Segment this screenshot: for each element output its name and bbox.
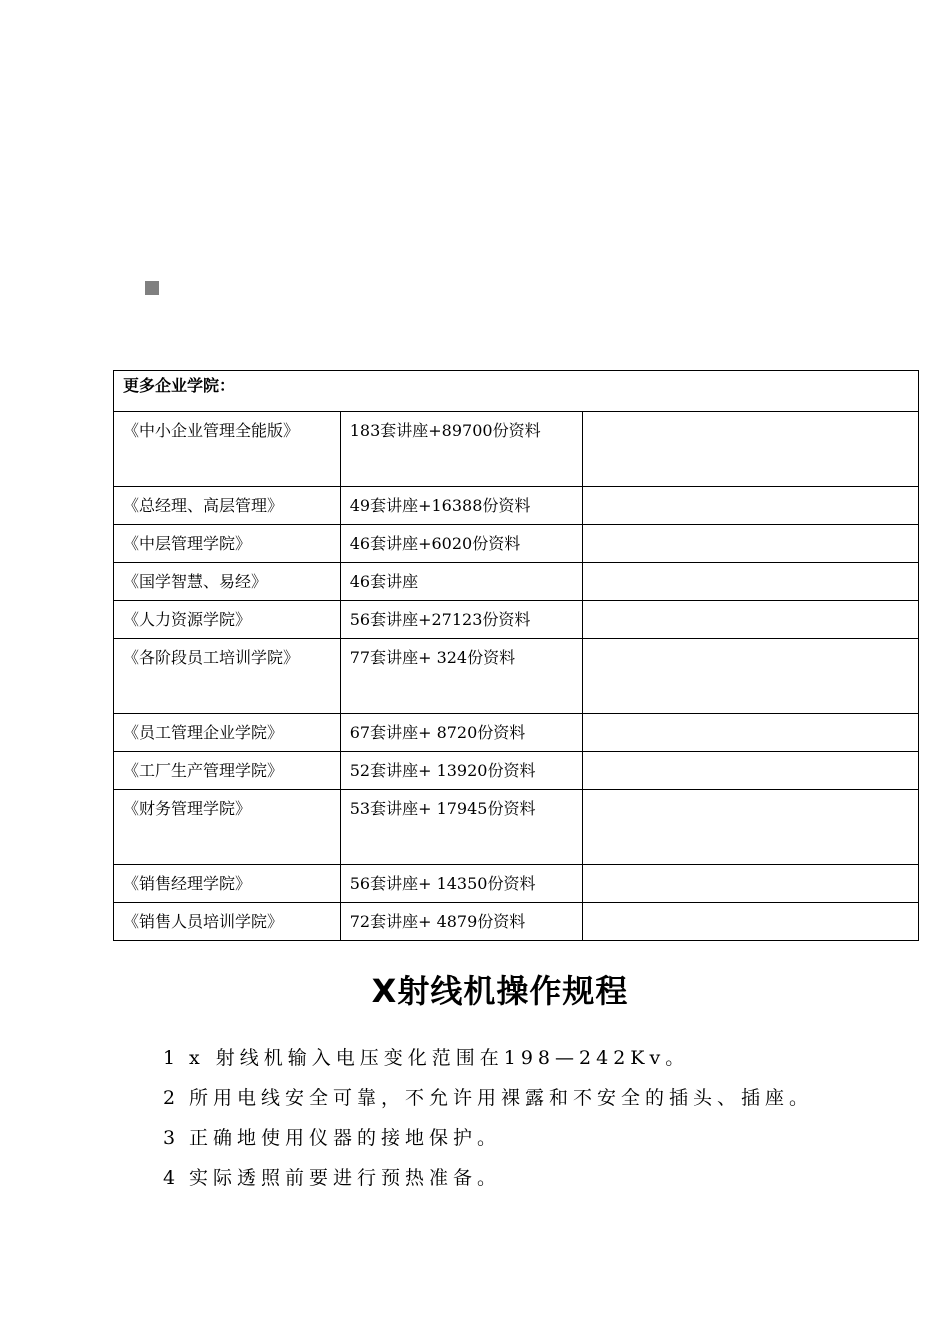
academy-name: 《中层管理学院》 <box>114 525 341 563</box>
step-number: 1 <box>163 1047 181 1069</box>
academy-content: 49套讲座+16388份资料 <box>340 487 583 525</box>
academy-content: 77套讲座+ 324份资料 <box>340 639 583 714</box>
academy-content: 183套讲座+89700份资料 <box>340 412 583 487</box>
table-row <box>114 487 919 525</box>
step-item <box>163 1120 813 1160</box>
step-text: x 射线机输入电压变化范围在198—242Kv。 <box>189 1047 690 1069</box>
academy-name: 《销售人员培训学院》 <box>114 903 341 941</box>
academy-name: 《国学智慧、易经》 <box>114 563 341 601</box>
academy-name: 《财务管理学院》 <box>114 790 341 865</box>
step-item <box>163 1080 813 1120</box>
academy-extra <box>583 525 919 563</box>
table-row <box>114 412 919 487</box>
academy-name: 《工厂生产管理学院》 <box>114 752 341 790</box>
step-number: 3 <box>163 1127 181 1149</box>
academy-name: 《中小企业管理全能版》 <box>114 412 341 487</box>
academy-content: 46套讲座+6020份资料 <box>340 525 583 563</box>
academy-extra <box>583 563 919 601</box>
academy-content: 53套讲座+ 17945份资料 <box>340 790 583 865</box>
table-row <box>114 865 919 903</box>
academy-content: 67套讲座+ 8720份资料 <box>340 714 583 752</box>
step-number: 4 <box>163 1167 181 1189</box>
table-row <box>114 714 919 752</box>
table-header: 更多企业学院： <box>114 371 919 412</box>
procedure-steps <box>163 1040 813 1200</box>
academy-extra <box>583 865 919 903</box>
table-row <box>114 563 919 601</box>
step-text: 实际透照前要进行预热准备。 <box>189 1167 502 1189</box>
table-row <box>114 601 919 639</box>
academy-table <box>113 370 919 941</box>
table-row <box>114 752 919 790</box>
table-row <box>114 639 919 714</box>
academy-content: 52套讲座+ 13920份资料 <box>340 752 583 790</box>
step-number: 2 <box>163 1087 181 1109</box>
academy-name: 《各阶段员工培训学院》 <box>114 639 341 714</box>
step-text: 正确地使用仪器的接地保护。 <box>189 1127 502 1149</box>
academy-name: 《员工管理企业学院》 <box>114 714 341 752</box>
academy-extra <box>583 714 919 752</box>
academy-content: 56套讲座+ 14350份资料 <box>340 865 583 903</box>
step-item <box>163 1040 813 1080</box>
academy-name: 《总经理、高层管理》 <box>114 487 341 525</box>
step-item <box>163 1160 813 1200</box>
academy-content: 46套讲座 <box>340 563 583 601</box>
academy-extra <box>583 790 919 865</box>
bullet-square-icon <box>145 281 159 295</box>
academy-name: 《销售经理学院》 <box>114 865 341 903</box>
academy-name: 《人力资源学院》 <box>114 601 341 639</box>
academy-extra <box>583 487 919 525</box>
table-row <box>114 790 919 865</box>
academy-extra <box>583 903 919 941</box>
table-row <box>114 903 919 941</box>
academy-extra <box>583 752 919 790</box>
document-title: X射线机操作规程 <box>371 972 629 1010</box>
academy-content: 72套讲座+ 4879份资料 <box>340 903 583 941</box>
academy-extra <box>583 639 919 714</box>
academy-extra <box>583 412 919 487</box>
academy-extra <box>583 601 919 639</box>
table-row <box>114 525 919 563</box>
step-text: 所用电线安全可靠，不允许用裸露和不安全的插头、插座。 <box>189 1087 814 1109</box>
table-header-row <box>114 371 919 412</box>
academy-content: 56套讲座+27123份资料 <box>340 601 583 639</box>
